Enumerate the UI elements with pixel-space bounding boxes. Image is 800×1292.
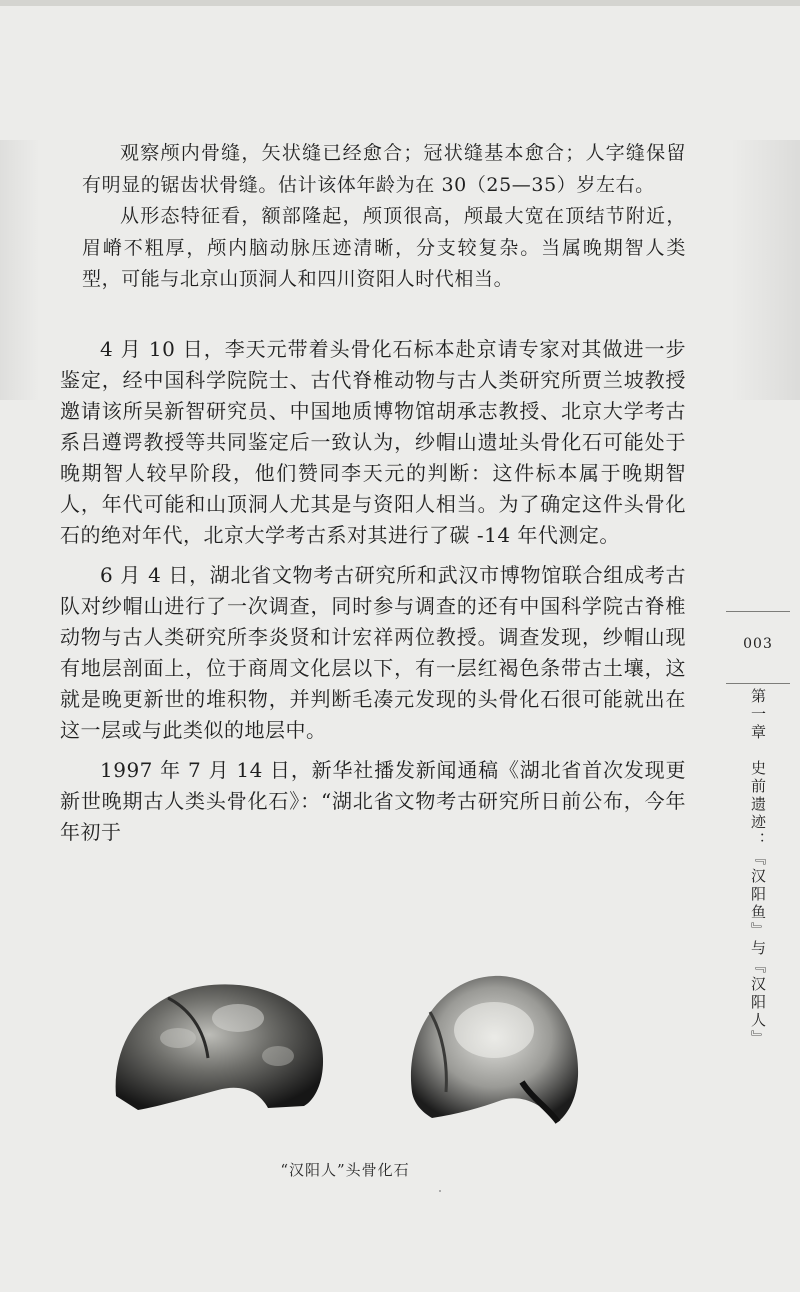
skull-rear-view-image [402,972,582,1128]
quote-paragraph: 观察颅内骨缝，矢状缝已经愈合；冠状缝基本愈合；人字缝保留有明显的锯齿状骨缝。估计该体年龄为在 30（25—35）岁左右。 [82,142,686,196]
paragraph: 4 月 10 日，李天元带着头骨化石标本赴京请专家对其做进一步鉴定，经中国科学院院士、古代脊椎动物与古人类研究所贾兰坡教授邀请该所吴新智研究员、中国地质博物馆胡承志教授、北京大学考古系吕遵谔教授等共同鉴定后一致认为，纱帽山遗址头骨化石可能处于晚期智人较早阶段，他们赞同李天元的判断：这件标本属于晚期智人，年代可能和山顶洞人尤其是与资阳人相当。为了确定这件头骨化石的绝对年代，北京大学考古系对其进行了碳 -14 年代测定。 [60,336,686,547]
chapter-running-head: 第一章 史前遗迹：『汉阳鱼』与『汉阳人』 [749,688,767,1048]
speck [439,1190,441,1192]
page-number: 003 [743,636,773,652]
quote-paragraph: 从形态特征看，额部隆起，颅顶很高，颅最大宽在顶结节附近，眉嵴不粗厚，颅内脑动脉压迹清晰，分支较复杂。当属晚期智人类型，可能与北京山顶洞人和四川资阳人时代相当。 [82,205,686,290]
show-through-left [0,140,40,400]
top-edge [0,0,800,6]
paragraph: 6 月 4 日，湖北省文物考古研究所和武汉市博物馆联合组成考古队对纱帽山进行了一次调查，同时参与调查的还有中国科学院古脊椎动物与古人类研究所李炎贤和计宏祥两位教授。调查发现，纱帽山现有地层剖面上，位于商周文化层以下，有一层红褐色条带古土壤，这就是晚更新世的堆积物，并判断毛凑元发现的头骨化石很可能就出在这一层或与此类似的地层中。 [60,562,686,742]
body-text [60,138,686,848]
show-through-right [730,140,800,400]
figure-caption: “汉阳人”头骨化石 [280,1161,410,1179]
quoted-report [82,138,686,296]
margin-rule-bottom [726,683,790,684]
skull-side-view-image [108,978,326,1114]
paragraph: 1997 年 7 月 14 日，新华社播发新闻通稿《湖北省首次发现更新世晚期古人类头骨化石》：“湖北省文物考古研究所日前公布，今年年初于 [60,757,686,844]
margin-rule-top [726,611,790,612]
